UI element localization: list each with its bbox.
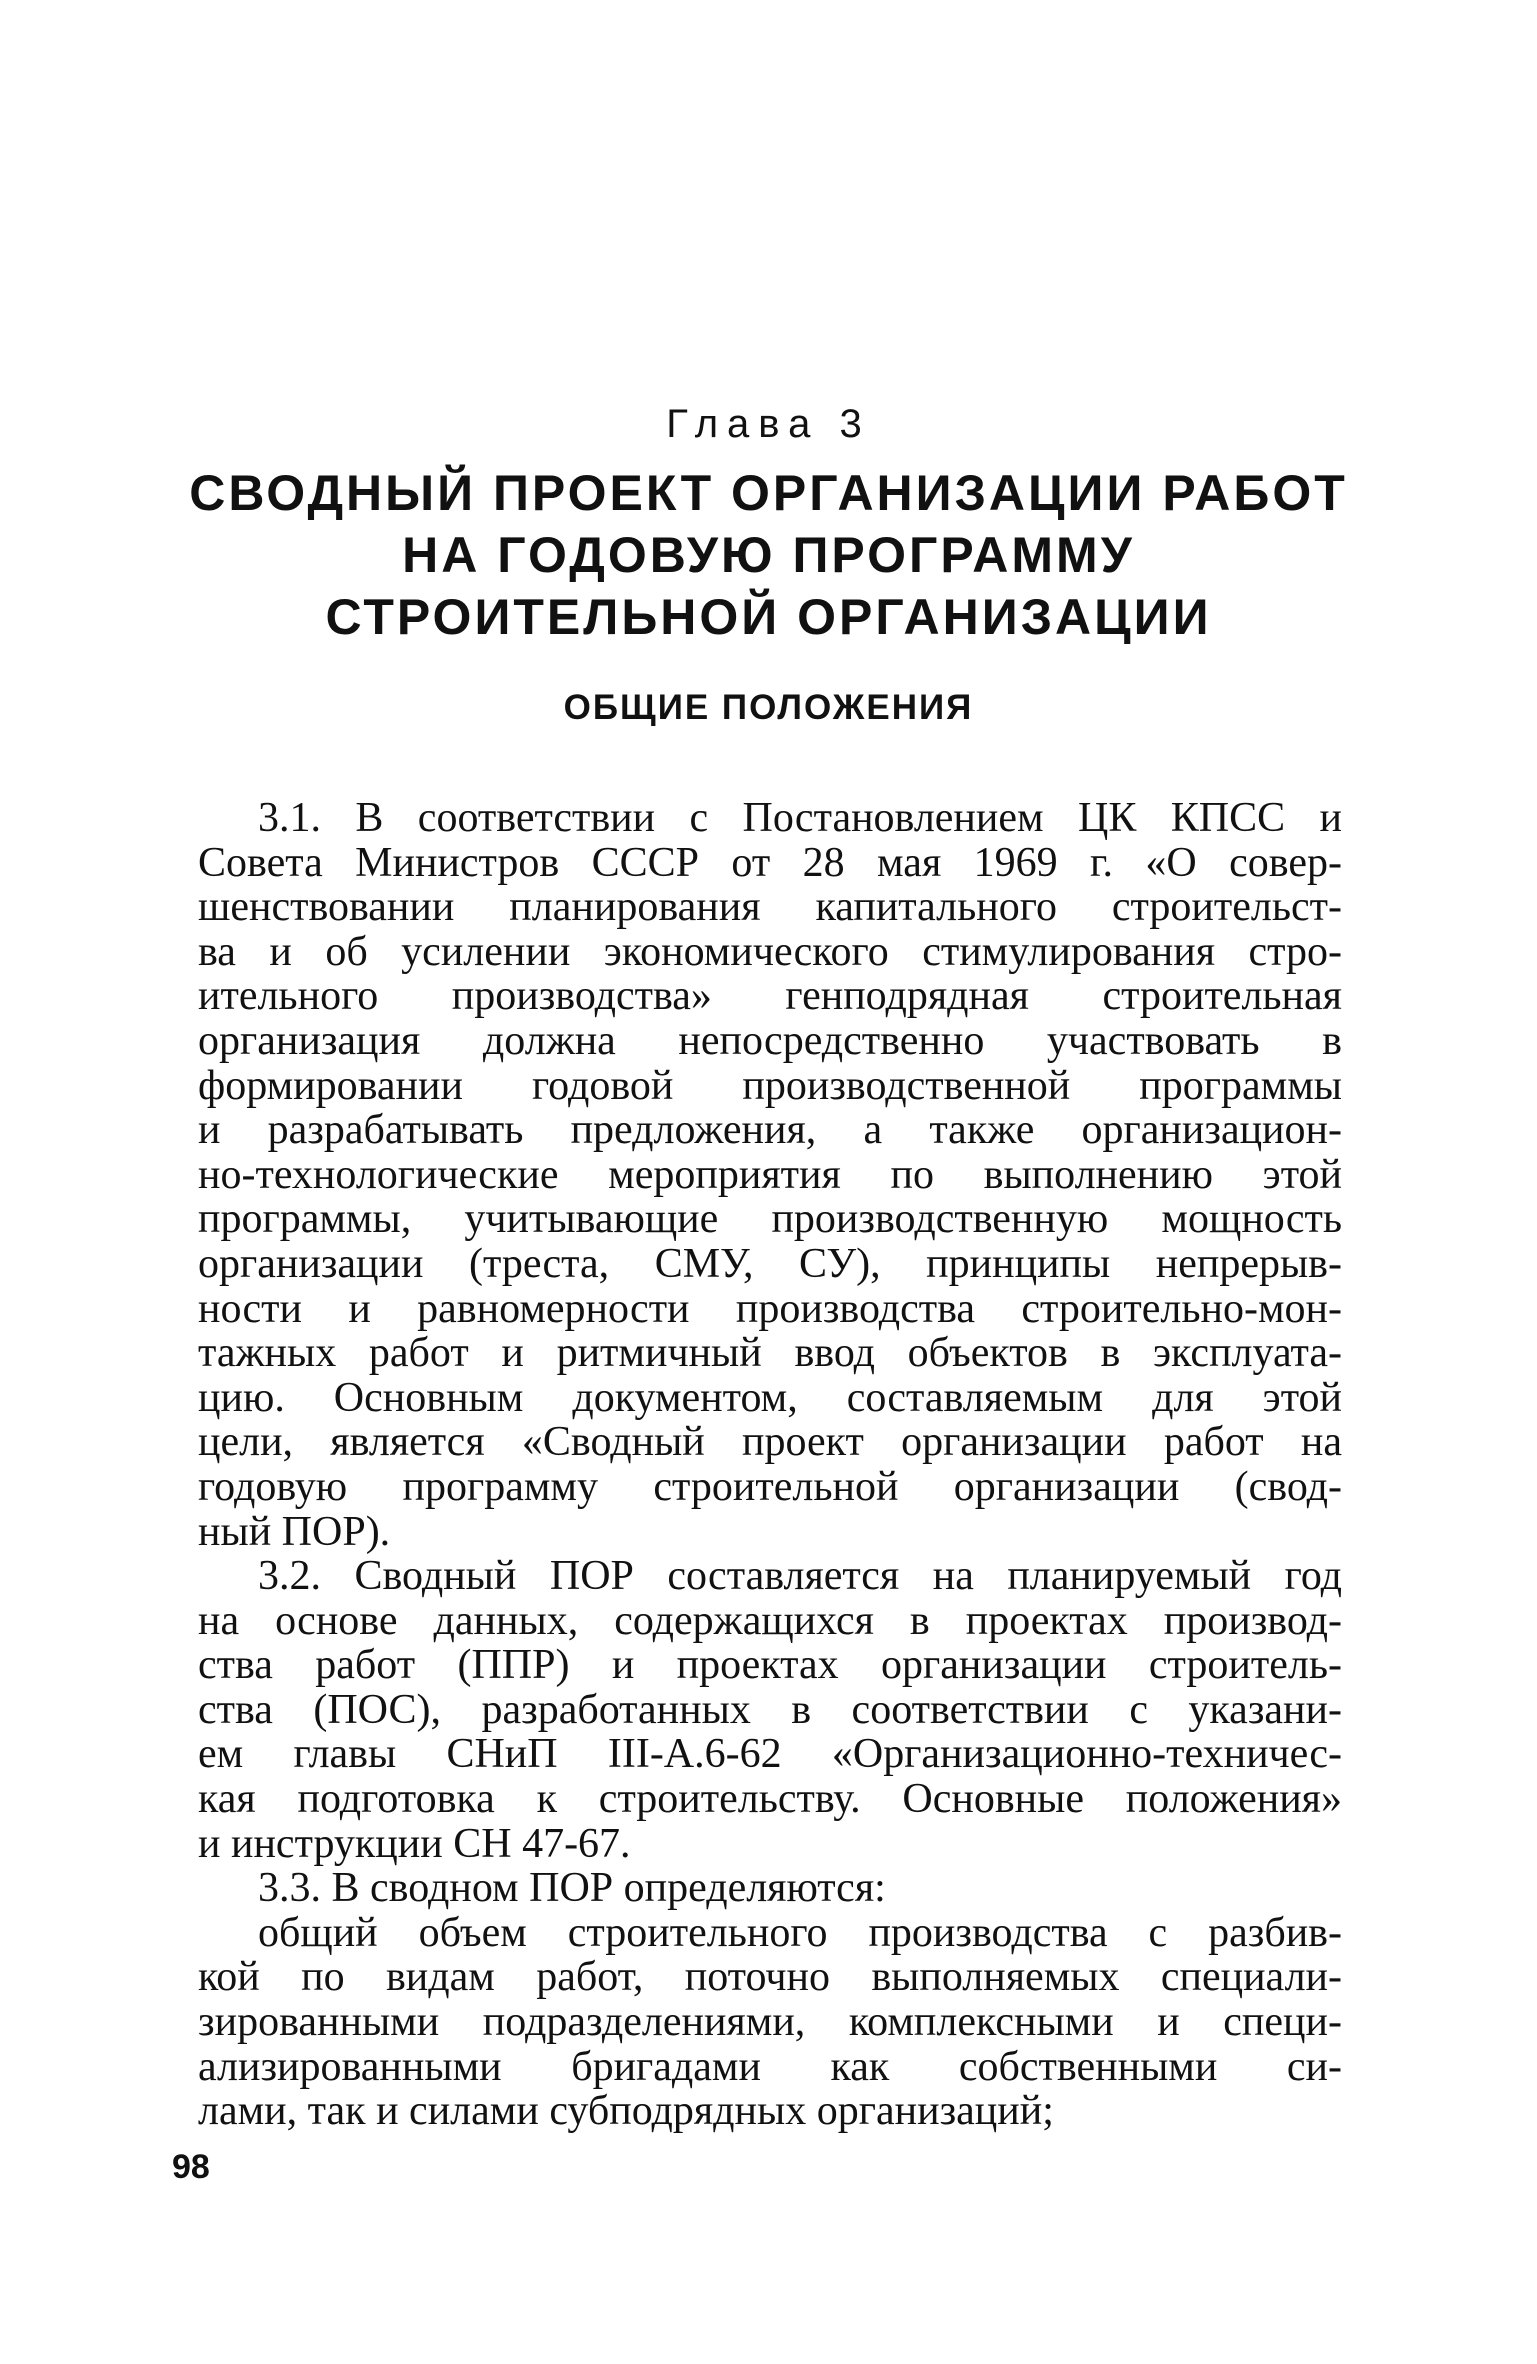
text-line: и разрабатывать предложения, а также организацион- — [198, 1107, 1342, 1154]
text-line: зированными подразделениями, комплексными и специ- — [198, 1999, 1342, 2046]
text-line: формировании годовой производственной программы — [198, 1062, 1342, 1109]
text-line: организация должна непосредственно участвовать в — [198, 1017, 1342, 1064]
paragraph-3-3-item — [198, 1911, 1342, 2134]
text-line: годовую программу строительной организации (свод- — [198, 1463, 1342, 1510]
page-number: 98 — [172, 2148, 210, 2186]
text-line: ем главы СНиП III-А.6-62 «Организационно-техничес- — [198, 1731, 1342, 1778]
body-text — [198, 796, 1342, 2134]
text-line: но-технологические мероприятия по выполнению этой — [198, 1151, 1342, 1198]
text-line: кой по видам работ, поточно выполняемых специали- — [198, 1954, 1342, 2001]
text-line: шенствовании планирования капитального строительст- — [198, 884, 1342, 931]
chapter-title-line: НА ГОДОВУЮ ПРОГРАММУ — [402, 527, 1135, 583]
text-line: тажных работ и ритмичный ввод объектов в эксплуата- — [198, 1330, 1342, 1377]
paragraph-3-2 — [198, 1554, 1342, 1866]
text-line: и инструкции СН 47-67. — [198, 1820, 631, 1867]
text-line: ства (ПОС), разработанных в соответствии с указани- — [198, 1686, 1342, 1733]
chapter-title-line: СТРОИТЕЛЬНОЙ ОРГАНИЗАЦИИ — [325, 589, 1212, 645]
text-line: 3.3. В сводном ПОР определяются: — [258, 1865, 886, 1912]
text-line: ства работ (ППР) и проектах организации строитель- — [198, 1642, 1342, 1689]
text-line: цели, является «Сводный проект организации работ на — [198, 1419, 1342, 1466]
text-line: на основе данных, содержащихся в проектах производ- — [198, 1597, 1342, 1644]
section-heading: ОБЩИЕ ПОЛОЖЕНИЯ — [563, 688, 974, 727]
text-line: ный ПОР). — [198, 1508, 391, 1555]
text-line: ва и об усилении экономического стимулирования стро- — [198, 928, 1342, 975]
text-line: ализированными бригадами как собственными си- — [198, 2043, 1342, 2090]
text-line: 3.2. Сводный ПОР составляется на планируемый год — [258, 1553, 1342, 1600]
text-line: 3.1. В соответствии с Постановлением ЦК КПСС и — [258, 795, 1342, 841]
paragraph-3-1 — [198, 796, 1342, 1554]
text-line: программы, учитывающие производственную мощность — [198, 1196, 1342, 1243]
text-line: кая подготовка к строительству. Основные положения» — [198, 1776, 1342, 1823]
text-line: ности и равномерности производства строительно-мон- — [198, 1285, 1342, 1332]
chapter-label: Глава 3 — [666, 402, 871, 446]
text-line: ительного производства» генподрядная строительная — [198, 973, 1342, 1020]
chapter-title — [0, 462, 1537, 648]
paragraph-3-3 — [198, 1866, 1342, 1911]
chapter-title-line: СВОДНЫЙ ПРОЕКТ ОРГАНИЗАЦИИ РАБОТ — [189, 465, 1348, 521]
text-line: Совета Министров СССР от 28 мая 1969 г. «О совер- — [198, 839, 1342, 886]
text-line: общий объем строительного производства с разбив- — [258, 1909, 1342, 1956]
text-line: лами, так и силами субподрядных организаций; — [198, 2088, 1054, 2135]
text-line: цию. Основным документом, составляемым для этой — [198, 1374, 1342, 1421]
text-line: организации (треста, СМУ, СУ), принципы непрерыв- — [198, 1240, 1342, 1287]
